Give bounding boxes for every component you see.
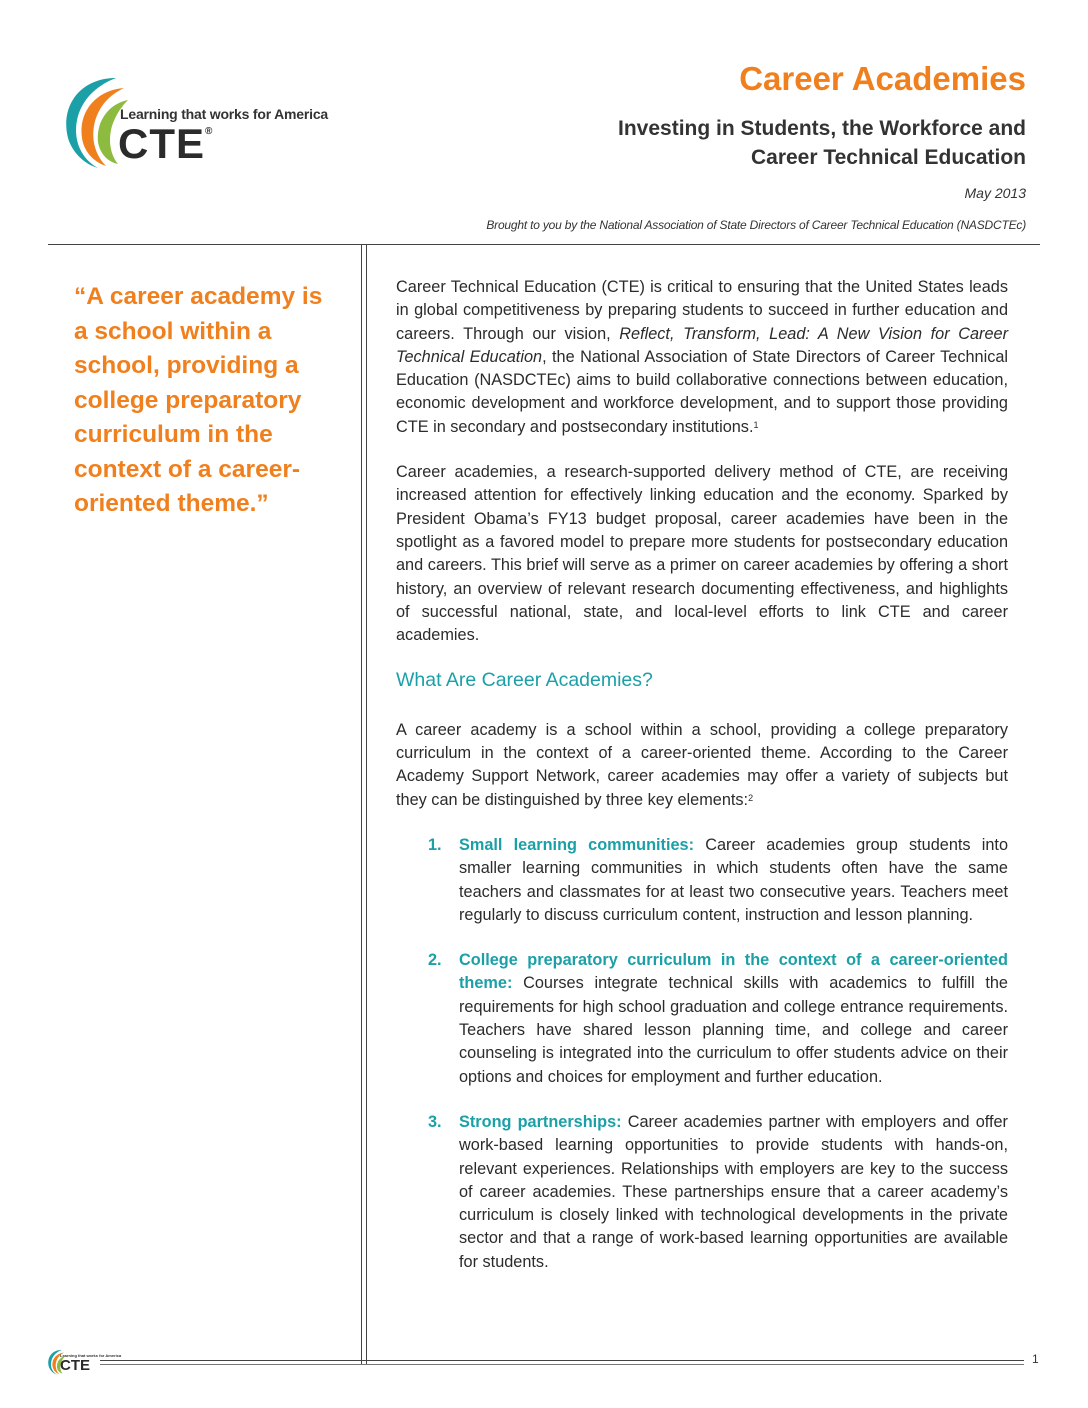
attribution-line: Brought to you by the National Association of State Directors of Career Technical Education (NASDCTEc) xyxy=(486,218,1026,232)
page-number: 1 xyxy=(1032,1352,1039,1366)
paragraph-career-academies: Career academies, a research-supported delivery method of CTE, are receiving increased attention for effectively linking education and the economy. Sparked by President Obama’s FY13 budget proposal, career academies have been in the spotlight as a favored model to prepare more students for postsecondary education and careers. This brief will serve as a primer on career academies by offering a short history, an overview of relevant research documenting effectiveness, and highlights of successful national, state, and local-level efforts to link CTE and career academies. xyxy=(396,463,1008,645)
list-item: 2. College preparatory curriculum in the context of a career-oriented theme: Courses integrate technical skills with academics to fulfill the requirements for high school graduation and college entrance requirements. Teachers have shared lesson planning time, and college and career counseling is integrated into the curriculum to offer students advice on their options and choices for employment and further education. xyxy=(428,951,1008,1086)
footer-tagline: Learning that works for America xyxy=(60,1353,122,1358)
pull-quote: “A career academy is a school within a school, providing a college preparatory curriculum in the context of a career-oriented theme.” xyxy=(74,283,323,517)
page-title: Career Academies xyxy=(739,60,1026,97)
publication-date: May 2013 xyxy=(964,185,1026,201)
footer-wordmark: CTE xyxy=(60,1357,90,1374)
main-content xyxy=(396,276,1008,1296)
header-divider xyxy=(48,244,1040,245)
footer-divider xyxy=(100,1360,1024,1361)
column-divider-secondary xyxy=(366,245,367,1365)
cte-logo xyxy=(58,72,358,172)
paragraph-definition: A career academy is a school within a school, providing a college preparatory curriculum in the context of a career-oriented theme. According to the Career Academy Support Network, career academies may offer a variety of subjects but they can be distinguished by three key elements:$^2$ xyxy=(396,720,1008,809)
footer-logo xyxy=(46,1345,122,1381)
list-item: 1. Small learning communities: Career academies group students into smaller learning communities in which students often have the same teachers and classmates for at least two consecutive years. Teachers meet regularly to discuss curriculum content, instruction and lesson planning. xyxy=(428,835,1008,924)
logo-wordmark: CTE® xyxy=(118,120,214,167)
logo-tagline: Learning that works for America xyxy=(120,106,328,122)
column-divider xyxy=(361,245,362,1365)
section-heading: What Are Career Academies? xyxy=(396,669,653,692)
key-elements-list xyxy=(396,834,1008,1274)
list-item: 3. Strong partnerships: Career academies partner with employers and offer work-based learning opportunities to provide students with hands-on, relevant experiences. Relationships with employers are key to the success of career academies. These partnerships ensure that a career academy’s curriculum is closely linked with technological developments in the private sector and that a range of work-based learning opportunities are available for students. xyxy=(428,1112,1008,1271)
page-subtitle: Investing in Students, the Workforce and Career Technical Education xyxy=(618,117,1026,169)
footer-divider-secondary xyxy=(100,1364,1024,1365)
intro-paragraph: Career Technical Education (CTE) is critical to ensuring that the United States leads in global competitiveness by preparing students to succeed in further education and careers. Through our vision, Reflect, Transform, Lead: A New Vision for Career Technical Education, the National Association of State Directors of Career Technical Education (NASDCTEc) aims to build collaborative connections between education, economic development and workforce development, and to support those providing CTE in secondary and postsecondary institutions.$^1$ xyxy=(396,278,1009,436)
